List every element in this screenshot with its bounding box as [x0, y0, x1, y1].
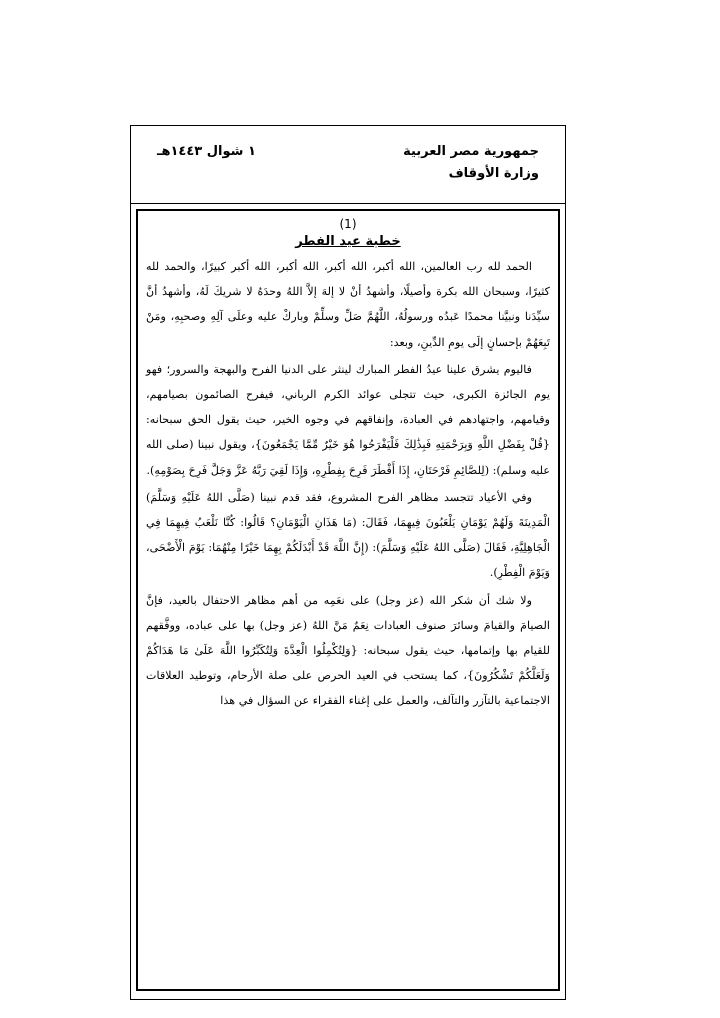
paragraph-4: ولا شك أن شكر الله (عز وجل) على نعَمِه من أهم مظاهر الاحتفال بالعيد، فإنَّ الصيامَ والقيامَ وسائرَ صنوف العبادات نِعَمٌ مَنَّ اللهُ (عز وجل) بها على عباده، ووفَّقهم للقيام بها وإتمامها، حيث يقول سبحانه: {وَلِتُكْمِلُوا الْعِدَّةَ وَلِتُكَبِّرُوا اللَّهَ عَلَىٰ مَا هَدَاكُمْ وَلَعَلَّكُمْ تَشْكُرُونَ}، كما يستحب في العيد الحرص على صلة الأرحام، وتوطيد العلاقات الاجتماعية بالتآزر والتآلف، والعمل على إغناء الفقراء عن السؤال في هذا [146, 593, 550, 708]
sermon-box [136, 209, 560, 991]
document-header [131, 126, 565, 204]
page-frame [130, 125, 566, 1000]
country-name: جمهورية مصر العربية [403, 144, 539, 159]
issuer-block [403, 141, 539, 185]
sermon-number: (1) [339, 217, 357, 231]
paragraph-3: وفي الأعياد تتجسد مظاهر الفرح المشروع، فقد قدم نبينا (صَلَّى اللهُ عَلَيْهِ وَسَلَّمَ) الْمَدِينَةَ وَلَهُمْ يَوْمَانِ يَلْعَبُونَ فِيهِمَا، فَقَالَ: (مَا هَذَانِ الْيَوْمَانِ؟ قَالُوا: كُنَّا نَلْعَبُ فِيهِمَا فِي الْجَاهِلِيَّةِ، فَقَالَ (صَلَّى اللهُ عَلَيْهِ وَسَلَّمَ): (إِنَّ اللَّهَ قَدْ أَبْدَلَكُمْ بِهِمَا خَيْرًا مِنْهُمَا: يَوْمَ الْأَضْحَى، وَيَوْمَ الْفِطْرِ). [146, 490, 550, 580]
issue-date: ١ شوال ١٤٤٣هـ [157, 144, 256, 159]
paragraph-2: فاليوم يشرق علينا عيدُ الفطر المبارك لينثر على الدنيا الفرح والبهجة والسرور؛ فهو يوم الجائزة الكبرى، حيث تتجلى عوائد الكرم الرباني، فيفرح الصائمون بصيامهم، وقيامهم، واجتهادهم في العبادة، وإنفاقهم في وجوه الخير، حيث يقول الحق سبحانه: {قُلْ بِفَضْلِ اللَّهِ وَبِرَحْمَتِهِ فَبِذَٰلِكَ فَلْيَفْرَحُوا هُوَ خَيْرٌ مِّمَّا يَجْمَعُونَ}، ويقول نبينا (صلى الله عليه وسلم): (لِلصَّائِمِ فَرْحَتَانِ، إِذَا أَفْطَرَ فَرِحَ بِفِطْرِهِ، وَإِذَا لَقِيَ رَبَّهُ عَزَّ وَجَلَّ فَرِحَ بِصَوْمِهِ). [146, 362, 550, 477]
ministry-name: وزارة الأوقاف [448, 166, 539, 181]
paragraph-1: الحمد لله رب العالمين، الله أكبر، الله أكبر، الله أكبر، الله أكبر كبيرًا، والحمد لله كثيرًا، وسبحان الله بكرة وأصيلًا، وأشهدُ أنْ لا إلهَ إلاَّ اللهُ وحدَهُ لا شريكَ لَهُ، وأشهدُ أنَّ سيِّدَنا ونبيَّنا محمدًا عَبدُه ورسولُهُ، اللَّهُمَّ صَلِّ وسلِّمْ وباركْ عليه وعلَى آلِهِ وصحبِهِ، ومَنْ تَبِعَهُمْ بإحسانٍ إلَى يومِ الدِّينِ، وبعد: [146, 260, 550, 349]
sermon-body [138, 254, 558, 714]
sermon-title: خطبة عيد الفطر [295, 234, 401, 249]
